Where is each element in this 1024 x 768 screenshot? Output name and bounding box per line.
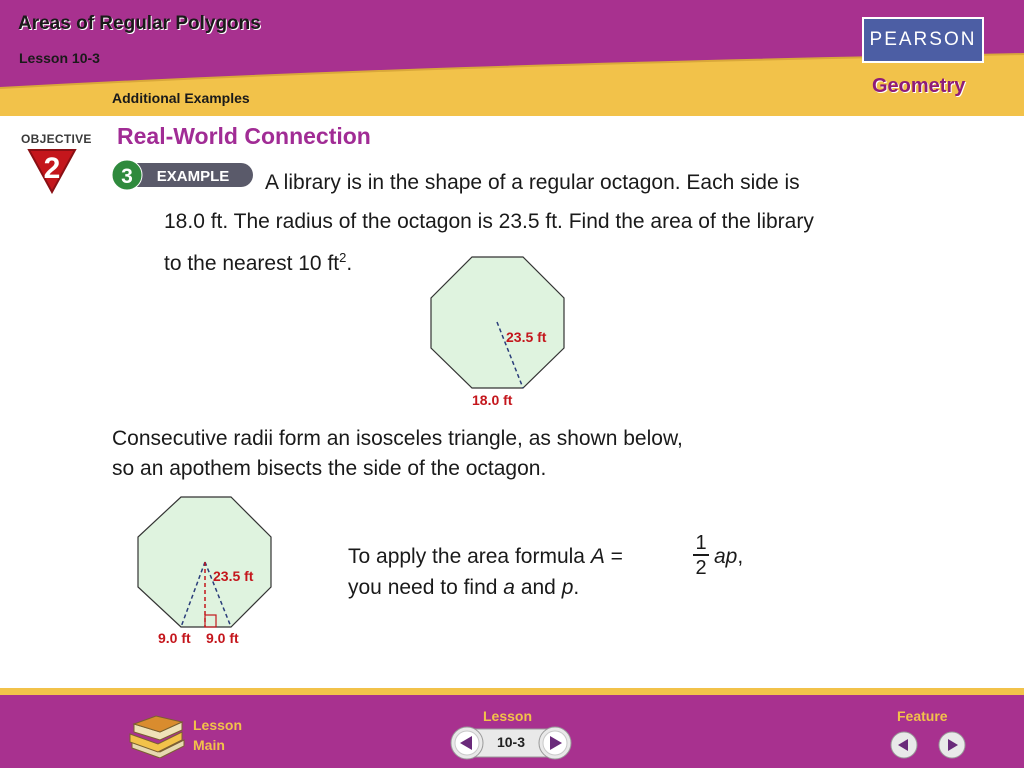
formula-line-1: To apply the area formula A =	[348, 545, 623, 568]
octagon-figure-1	[420, 250, 570, 410]
lesson-prev-button[interactable]	[451, 727, 483, 759]
problem-line-3: to the nearest 10 $ft^2$.	[164, 250, 353, 275]
lesson-main-link-line2[interactable]: Main	[193, 737, 225, 753]
formula-line-2: you need to find a and p.	[348, 576, 580, 599]
side-label: 18.0 ft	[472, 392, 513, 408]
radius-label: 23.5 ft	[213, 568, 254, 584]
example-label: EXAMPLE	[156, 168, 230, 185]
lesson-main-link-line1[interactable]: Lesson	[193, 717, 243, 733]
fraction-one-half	[692, 532, 710, 580]
footer-divider	[0, 688, 1024, 695]
objective-label: OBJECTIVE	[21, 132, 92, 146]
example-number: 3	[121, 165, 133, 188]
feature-nav-label: Feature	[897, 708, 948, 724]
lesson-label: Lesson 10-3	[19, 50, 100, 66]
formula-variables: ap,	[714, 545, 744, 568]
fraction-denominator: 2	[695, 557, 707, 579]
pearson-logo: PEARSON	[862, 17, 984, 63]
explanation-line-1: Consecutive radii form an isosceles triangle, as shown below,	[112, 427, 683, 450]
explanation-line-2: so an apothem bisects the side of the octagon.	[112, 457, 547, 480]
objective-badge	[27, 148, 77, 194]
feature-next-button[interactable]	[935, 730, 969, 760]
objective-number: 2	[43, 152, 61, 185]
problem-line-1: A library is in the shape of a regular octagon. Each side is	[265, 171, 800, 194]
fraction-numerator: 1	[695, 532, 707, 554]
feature-prev-button[interactable]	[888, 730, 922, 760]
radius-label: 23.5 ft	[506, 329, 547, 345]
lesson-number: 10-3	[496, 734, 526, 750]
lesson-nav-label: Lesson	[483, 708, 533, 724]
section-label: Additional Examples	[112, 90, 250, 106]
example-badge	[111, 158, 257, 192]
half-side-right-label: 9.0 ft	[206, 630, 239, 646]
octagon-figure-2	[128, 494, 288, 654]
problem-line-2: 18.0 ft. The radius of the octagon is 23.5 ft. Find the area of the library	[164, 210, 814, 233]
subject-label: Geometry	[872, 75, 966, 97]
lesson-next-button[interactable]	[539, 727, 571, 759]
books-icon[interactable]	[126, 712, 188, 758]
half-side-left-label: 9.0 ft	[158, 630, 191, 646]
section-heading: Real-World Connection	[117, 123, 371, 149]
presentation-title: Areas of Regular Polygons	[18, 13, 261, 34]
